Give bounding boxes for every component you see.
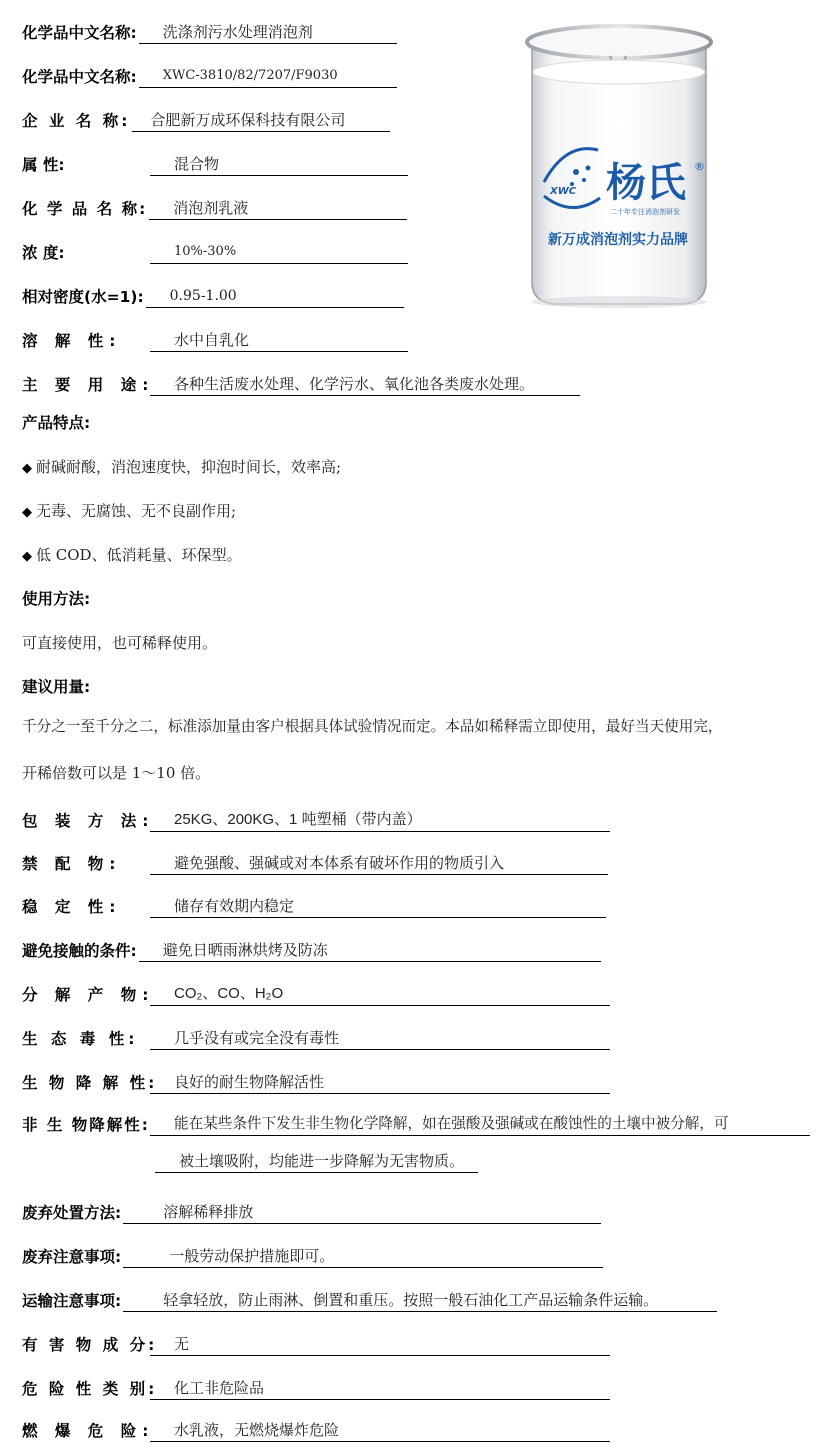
field-label: 废弃处置方法: bbox=[22, 1204, 122, 1222]
brand-name-text: 杨氏 bbox=[606, 159, 686, 206]
field-row bbox=[22, 190, 407, 220]
field-value: 储存有效期内稳定 bbox=[150, 895, 606, 918]
dosage-heading: 建议用量: bbox=[22, 678, 91, 696]
field-value: 各种生活废水处理、化学污水、氧化池各类废水处理。 bbox=[150, 373, 580, 396]
field-value: 几乎没有或完全没有毒性 bbox=[150, 1027, 610, 1050]
feature-item: ◆ 低 COD、低消耗量、环保型。 bbox=[22, 546, 242, 564]
field-label: 分 解 产 物: bbox=[22, 986, 155, 1004]
field-value: 无 bbox=[150, 1333, 610, 1356]
field-value: 混合物 bbox=[150, 153, 408, 176]
field-row bbox=[22, 1194, 601, 1224]
field-row bbox=[22, 802, 610, 832]
field-value: 合肥新万成环保科技有限公司 bbox=[132, 109, 390, 132]
field-value: 0.95-1.00 bbox=[146, 285, 404, 308]
field-value: 避免强酸、强碱或对本体系有破坏作用的物质引入 bbox=[150, 852, 608, 875]
field-label: 溶 解 性: bbox=[22, 332, 122, 350]
field-row bbox=[22, 322, 408, 352]
field-label: 废弃注意事项: bbox=[22, 1248, 122, 1266]
field-label: 浓 度: bbox=[22, 244, 65, 262]
field-label: 生 物 降 解 性: bbox=[22, 1074, 158, 1092]
field-value: 水中自乳化 bbox=[150, 329, 408, 352]
field-label: 运输注意事项: bbox=[22, 1292, 122, 1310]
field-value: 轻拿轻放，防止雨淋、倒置和重压。按照一般石油化工产品运输条件运输。 bbox=[123, 1289, 717, 1312]
field-label: 非 生 物降解性: bbox=[22, 1116, 150, 1134]
field-row bbox=[22, 1282, 717, 1312]
field-value: 水乳液，无燃烧爆炸危险 bbox=[150, 1419, 610, 1442]
field-value: 25KG、200KG、1 吨塑桶（带内盖） bbox=[150, 809, 610, 832]
field-label: 避免接触的条件: bbox=[22, 942, 137, 960]
features-heading: 产品特点: bbox=[22, 414, 91, 432]
field-label: 生 态 毒 性: bbox=[22, 1030, 139, 1048]
field-row bbox=[22, 14, 397, 44]
field-row bbox=[22, 58, 397, 88]
field-value: 溶解稀释排放 bbox=[123, 1201, 601, 1224]
field-label: 属 性: bbox=[22, 156, 65, 174]
field-label: 禁 配 物: bbox=[22, 855, 122, 873]
product-beaker-image bbox=[514, 12, 722, 308]
feature-item: ◆ 无毒、无腐蚀、无不良副作用; bbox=[22, 502, 237, 520]
field-row bbox=[22, 278, 404, 308]
field-label: 包 装 方 法: bbox=[22, 812, 155, 830]
field-value: 一般劳动保护措施即可。 bbox=[123, 1245, 603, 1268]
field-label: 有 害 物 成 分: bbox=[22, 1336, 158, 1354]
field-row bbox=[22, 976, 610, 1006]
field-label: 燃 爆 危 险: bbox=[22, 1422, 155, 1440]
field-row bbox=[22, 1326, 610, 1356]
field-value: CO₂、CO、H₂O bbox=[150, 983, 610, 1006]
field-value: 洗涤剂污水处理消泡剂 bbox=[139, 21, 397, 44]
field-value: 能在某些条件下发生非生物化学降解，如在强酸及强碱或在酸蚀性的土壤中被分解，可 bbox=[150, 1113, 810, 1136]
field-value: 10%-30% bbox=[150, 241, 408, 264]
field-row bbox=[22, 1370, 610, 1400]
field-row bbox=[22, 1020, 610, 1050]
field-label: 化 学 品 名 称: bbox=[22, 200, 148, 218]
usage-heading: 使用方法: bbox=[22, 590, 91, 608]
usage-text: 可直接使用，也可稀释使用。 bbox=[22, 634, 218, 652]
field-label: 相对密度(水=1): bbox=[22, 288, 144, 306]
beaker-graphic bbox=[514, 12, 722, 308]
field-label: 化学品中文名称: bbox=[22, 68, 137, 86]
field-row bbox=[22, 366, 580, 396]
field-row bbox=[22, 888, 606, 918]
field-value: 避免日晒雨淋烘烤及防冻 bbox=[139, 939, 601, 962]
registered-mark: ® bbox=[694, 160, 705, 173]
field-value: XWC-3810/82/7207/F9030 bbox=[139, 65, 397, 88]
dosage-text-line2: 开稀倍数可以是 1～10 倍。 bbox=[22, 764, 211, 782]
brand-tagline: 新万成消泡剂实力品牌 bbox=[548, 232, 688, 248]
diamond-bullet-icon: ◆ bbox=[22, 505, 32, 520]
field-row bbox=[22, 146, 408, 176]
field-row bbox=[22, 1412, 610, 1442]
field-label: 危 险 性 类 别: bbox=[22, 1380, 158, 1398]
field-row bbox=[22, 1238, 603, 1268]
field-row bbox=[22, 1064, 610, 1094]
field-row bbox=[22, 1106, 810, 1136]
logo-mark-text: XWC bbox=[550, 186, 577, 197]
field-value: 消泡剂乳液 bbox=[149, 197, 407, 220]
field-label: 企 业 名 称: bbox=[22, 112, 131, 130]
diamond-bullet-icon: ◆ bbox=[22, 549, 32, 564]
field-label: 稳 定 性: bbox=[22, 898, 122, 916]
field-value: 化工非危险品 bbox=[150, 1377, 610, 1400]
field-row bbox=[22, 102, 390, 132]
field-row bbox=[22, 845, 608, 875]
field-row bbox=[22, 234, 408, 264]
field-label: 主 要 用 途: bbox=[22, 376, 155, 394]
field-value: 良好的耐生物降解活性 bbox=[150, 1071, 610, 1094]
field-row bbox=[22, 932, 601, 962]
dosage-text-line1: 千分之一至千分之二，标准添加量由客户根据具体试验情况而定。本品如稀释需立即使用，最好当天使用完， bbox=[22, 718, 723, 735]
field-label: 化学品中文名称: bbox=[22, 24, 137, 42]
feature-item: ◆ 耐碱耐酸，消泡速度快，抑泡时间长，效率高; bbox=[22, 458, 342, 476]
diamond-bullet-icon: ◆ bbox=[22, 461, 32, 476]
field-value-continued: 被土壤吸附，均能进一步降解为无害物质。 bbox=[155, 1150, 478, 1173]
brand-tagline-small: 二十年专注消泡剂研发 bbox=[610, 208, 680, 216]
